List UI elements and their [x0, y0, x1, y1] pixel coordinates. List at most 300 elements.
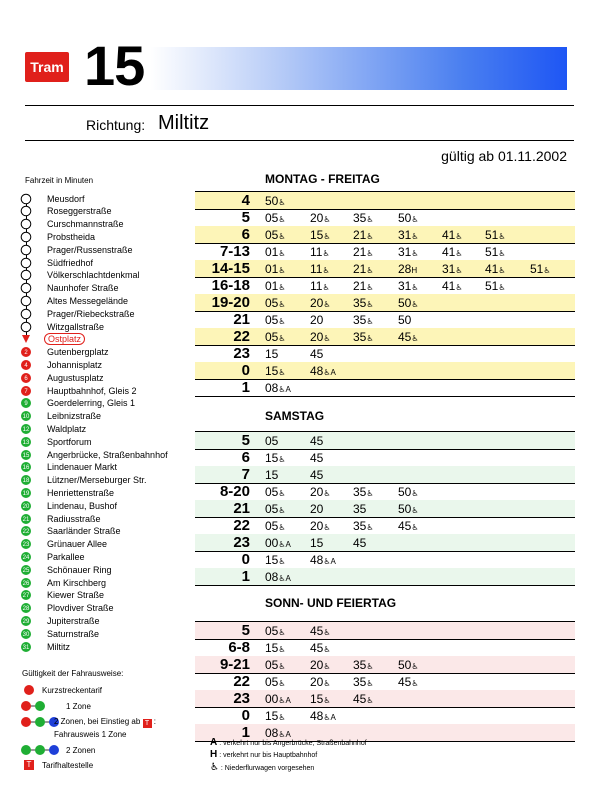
departure-minute: 50	[398, 313, 412, 327]
departure-minute: 05♿	[265, 658, 286, 672]
departure-minute: 35	[353, 502, 367, 516]
green-stop-icon	[20, 449, 32, 461]
departure-suffix: ♿	[323, 628, 331, 637]
stop-item	[20, 538, 108, 551]
departure-minute: 41♿	[442, 228, 463, 242]
departure-suffix: ♿	[411, 232, 419, 241]
departure-suffix: ♿	[278, 266, 286, 275]
red-dot-icon	[24, 685, 34, 695]
departure-suffix: ♿A	[323, 368, 336, 377]
timetable-row	[195, 656, 575, 674]
header-gradient-band	[150, 47, 567, 90]
departure-suffix: ♿	[323, 696, 331, 705]
svg-text:20: 20	[22, 503, 30, 510]
departure-suffix: ♿A	[278, 574, 291, 583]
red-stop-icon	[20, 385, 32, 397]
stop-item	[20, 563, 112, 576]
departure-suffix: ♿A	[278, 696, 291, 705]
departure-suffix: ♿	[278, 679, 286, 688]
departure-minute: 15	[310, 536, 324, 550]
stop-item	[20, 269, 140, 282]
departure-minute: 21♿	[353, 279, 374, 293]
departure-suffix: ♿	[366, 317, 374, 326]
departure-minute: 45	[353, 536, 367, 550]
stop-name: Saturnstraße	[47, 628, 100, 639]
departure-suffix: ♿	[323, 645, 331, 654]
stop-name: Augustusplatz	[47, 372, 104, 383]
departure-minute: 15	[265, 347, 279, 361]
departure-suffix: ♿	[411, 679, 419, 688]
timetable-row	[195, 328, 575, 346]
stop-circle-icon	[20, 269, 32, 281]
legend-zone2-line2: Fahrausweis 1 Zone	[54, 730, 127, 739]
stop-name: Probstheida	[47, 231, 96, 242]
footnote: A : verkehrt nur bis Angerbrücke, Straßenbahnhof	[210, 737, 367, 748]
timetable-row	[195, 483, 575, 501]
departure-minute: 00♿A	[265, 692, 291, 706]
footnote: ♿ : Niederflurwagen vorgesehen	[210, 762, 315, 773]
stop-item	[20, 422, 87, 435]
departure-minute: 05♿	[265, 624, 286, 638]
hour-cell: 5	[241, 622, 250, 639]
hour-cell: 14-15	[211, 260, 250, 277]
hour-cell: 1	[241, 568, 250, 585]
departure-minute: 15♿	[265, 709, 286, 723]
departure-suffix: ♿	[366, 679, 374, 688]
svg-text:18: 18	[22, 478, 30, 485]
timetable-row	[195, 209, 575, 227]
svg-text:24: 24	[22, 555, 30, 562]
green-stop-icon	[20, 602, 32, 614]
timetable-row	[195, 690, 575, 708]
stop-item	[20, 576, 107, 589]
direction-divider	[25, 140, 574, 141]
departure-minute: 28H	[398, 262, 418, 276]
svg-text:10: 10	[22, 414, 30, 421]
hour-cell: 16-18	[211, 277, 250, 294]
departure-suffix: ♿A	[278, 730, 291, 739]
stop-name: Witzgallstraße	[47, 321, 105, 332]
svg-text:4: 4	[24, 363, 28, 370]
departure-suffix: ♿	[411, 249, 419, 258]
departure-minute: 15	[265, 468, 279, 482]
departure-suffix: ♿	[322, 283, 330, 292]
stop-name: Waldplatz	[47, 423, 87, 434]
departure-minute: 05♿	[265, 296, 286, 310]
legend-tarif: Tarifhaltestelle	[42, 761, 94, 770]
stop-item	[20, 614, 100, 627]
departure-minute: 11♿	[310, 279, 330, 293]
direction-value: Miltitz	[158, 112, 210, 134]
departure-minute: 41♿	[485, 262, 506, 276]
hour-cell: 4	[241, 192, 250, 209]
red-stop-icon	[20, 372, 32, 384]
departure-suffix: ♿	[278, 662, 286, 671]
departure-minute: 05	[265, 434, 279, 448]
stop-item	[20, 397, 136, 410]
departure-minute: 45♿	[310, 624, 331, 638]
stop-circle-icon	[20, 218, 32, 230]
green-green-blue-dots-icon	[20, 744, 60, 756]
stop-name: Curschmannstraße	[47, 219, 124, 230]
departure-suffix: ♿	[323, 489, 331, 498]
stop-name: Parkallee	[47, 551, 85, 562]
green-stop-icon	[20, 538, 32, 550]
departure-suffix: ♿	[498, 249, 506, 258]
stop-name: Henriettenstraße	[47, 487, 115, 498]
departure-suffix: ♿	[323, 334, 331, 343]
svg-text:16: 16	[22, 465, 30, 472]
departure-suffix: ♿	[278, 317, 286, 326]
departure-minute: 35♿	[353, 658, 374, 672]
hour-cell: 6-8	[228, 639, 250, 656]
hour-cell: 7-13	[219, 243, 250, 260]
departure-suffix: ♿	[278, 489, 286, 498]
departure-minute: 20♿	[310, 658, 331, 672]
departure-minute: 51♿	[485, 279, 506, 293]
stop-item	[20, 230, 96, 243]
departure-suffix: ♿	[411, 334, 419, 343]
departure-minute: 35♿	[353, 211, 374, 225]
departure-suffix: ♿	[278, 215, 286, 224]
departure-minute: 35♿	[353, 330, 374, 344]
hour-cell: 0	[241, 551, 250, 568]
departure-suffix: ♿	[322, 249, 330, 258]
stop-item	[20, 550, 85, 563]
departure-minute: 21♿	[353, 228, 374, 242]
departure-minute: 20♿	[310, 330, 331, 344]
stop-item	[20, 410, 102, 423]
stop-name: Goerdelerring, Gleis 1	[47, 398, 136, 409]
green-stop-icon	[20, 589, 32, 601]
svg-text:21: 21	[22, 516, 30, 523]
departure-minute: 45♿	[310, 641, 331, 655]
stop-name: Miltitz	[47, 641, 70, 652]
departure-minute: 45	[310, 434, 324, 448]
departure-minute: 00♿A	[265, 536, 291, 550]
hour-cell: 7	[241, 466, 250, 483]
departure-minute: 05♿	[265, 519, 286, 533]
timetable-row	[195, 277, 575, 295]
departure-suffix: ♿	[323, 300, 331, 309]
departure-suffix: ♿	[278, 506, 286, 515]
hour-cell: 23	[233, 345, 250, 362]
departure-suffix: ♿	[411, 662, 419, 671]
departure-suffix: ♿	[411, 300, 419, 309]
departure-minute: 05♿	[265, 502, 286, 516]
stop-item	[20, 346, 109, 359]
stop-name: Hauptbahnhof, Gleis 2	[47, 385, 137, 396]
departure-minute: 51♿	[485, 245, 506, 259]
svg-text:28: 28	[22, 606, 30, 613]
hour-cell: 6	[241, 449, 250, 466]
green-stop-icon	[20, 551, 32, 563]
departure-suffix: H	[411, 266, 418, 275]
departure-minute: 35♿	[353, 485, 374, 499]
stop-circle-icon	[20, 257, 32, 269]
stop-circle-icon	[20, 321, 32, 333]
departure-suffix: ♿	[278, 455, 286, 464]
svg-text:13: 13	[22, 439, 30, 446]
hour-cell: 21	[233, 311, 250, 328]
stop-item	[20, 384, 137, 397]
stop-name: Johannisplatz	[47, 359, 103, 370]
stop-name: Ostplatz	[44, 333, 85, 345]
departure-suffix: ♿	[366, 334, 374, 343]
departure-minute: 15♿	[310, 228, 331, 242]
stop-name: Roseggerstraße	[47, 206, 112, 217]
stop-item	[20, 282, 119, 295]
svg-text:22: 22	[22, 529, 30, 536]
departure-suffix: ♿	[455, 266, 463, 275]
stop-circle-icon	[20, 244, 32, 256]
hour-cell: 23	[233, 534, 250, 551]
departure-minute: 31♿	[398, 279, 419, 293]
line-number: 15	[84, 34, 145, 97]
svg-text:26: 26	[22, 580, 30, 587]
green-stop-icon	[20, 577, 32, 589]
departure-minute: 15♿	[265, 641, 286, 655]
departure-suffix: ♿	[278, 198, 286, 207]
departure-suffix: ♿	[278, 557, 286, 566]
departure-suffix: ♿	[411, 506, 419, 515]
section-title: SONN- UND FEIERTAG	[265, 596, 397, 610]
departure-suffix: ♿	[366, 215, 374, 224]
timetable-row	[195, 226, 575, 244]
timetable-row	[195, 568, 575, 586]
timetable-row	[195, 466, 575, 484]
hour-cell: 21	[233, 500, 250, 517]
hour-cell: 8-20	[219, 483, 250, 500]
stop-name: Prager/Riebeckstraße	[47, 308, 135, 319]
red-stop-icon	[20, 346, 32, 358]
departure-suffix: ♿	[411, 489, 419, 498]
departure-minute: 20♿	[310, 485, 331, 499]
departure-minute: 45♿	[398, 330, 419, 344]
departure-minute: 31♿	[398, 245, 419, 259]
departure-suffix: ♿	[278, 523, 286, 532]
valid-from-date: gültig ab 01.11.2002	[441, 148, 567, 164]
departure-suffix: ♿	[366, 249, 374, 258]
departure-suffix: ♿	[498, 232, 506, 241]
hour-cell: 0	[241, 707, 250, 724]
timetable-row	[195, 551, 575, 569]
departure-minute: 45♿	[398, 675, 419, 689]
departure-minute: 05♿	[265, 313, 286, 327]
departure-minute: 51♿	[485, 228, 506, 242]
timetable-row	[195, 432, 575, 450]
departure-minute: 50♿	[398, 502, 419, 516]
green-stop-icon	[20, 564, 32, 576]
departure-suffix: ♿	[411, 523, 419, 532]
svg-text:15: 15	[22, 452, 30, 459]
departure-suffix: ♿	[366, 266, 374, 275]
stop-item	[20, 435, 92, 448]
stop-name: Grünauer Allee	[47, 539, 108, 550]
departure-minute: 20♿	[310, 675, 331, 689]
departure-minute: 45	[310, 468, 324, 482]
stop-name: Am Kirschberg	[47, 577, 107, 588]
departure-minute: 05♿	[265, 211, 286, 225]
stop-item	[20, 602, 114, 615]
departure-suffix: ♿	[366, 489, 374, 498]
departure-suffix: ♿	[455, 249, 463, 258]
timetable-row	[195, 192, 575, 210]
stop-name: Plovdiver Straße	[47, 603, 114, 614]
departure-minute: 20♿	[310, 519, 331, 533]
green-stop-icon	[20, 628, 32, 640]
svg-text:27: 27	[22, 593, 30, 600]
departure-minute: 50♿	[398, 658, 419, 672]
stop-name: Naunhofer Straße	[47, 283, 119, 294]
stop-item	[20, 333, 82, 346]
stop-item	[20, 486, 115, 499]
stop-circle-icon	[20, 193, 32, 205]
stop-name: Kiewer Straße	[47, 590, 105, 601]
departure-minute: 45♿	[353, 692, 374, 706]
stop-name: Radiusstraße	[47, 513, 101, 524]
departure-minute: 20♿	[310, 296, 331, 310]
stop-item	[20, 525, 121, 538]
timetable-row	[195, 707, 575, 725]
tram-badge: Tram	[25, 52, 69, 82]
stop-circle-icon	[20, 295, 32, 307]
footnote: H : verkehrt nur bis Hauptbahnhof	[210, 749, 318, 760]
tarif-icon: T	[143, 719, 152, 728]
departure-minute: 20	[310, 313, 324, 327]
departure-minute: 08♿A	[265, 726, 291, 740]
timetable-row	[195, 534, 575, 552]
departure-minute: 41♿	[442, 279, 463, 293]
departure-suffix: ♿	[323, 662, 331, 671]
departure-suffix: ♿	[278, 628, 286, 637]
departure-minute: 05♿	[265, 228, 286, 242]
departure-suffix: ♿	[366, 523, 374, 532]
timetable-row	[195, 260, 575, 278]
departure-minute: 08♿A	[265, 381, 291, 395]
departure-suffix: ♿	[278, 283, 286, 292]
departure-minute: 45♿	[398, 519, 419, 533]
section-title: SAMSTAG	[265, 409, 325, 423]
departure-suffix: ♿	[543, 266, 551, 275]
green-stop-icon	[20, 474, 32, 486]
legend-kurzstrecke: Kurzstreckentarif	[42, 686, 103, 695]
hour-cell: 6	[241, 226, 250, 243]
stop-item	[20, 448, 168, 461]
stop-name: Meusdorf	[47, 193, 85, 204]
green-stop-icon	[20, 500, 32, 512]
departure-suffix: ♿	[455, 283, 463, 292]
departure-minute: 31♿	[442, 262, 463, 276]
hour-cell: 23	[233, 690, 250, 707]
stop-item	[20, 589, 105, 602]
departure-minute: 11♿	[310, 245, 330, 259]
stop-item	[20, 205, 112, 218]
green-stop-icon	[20, 397, 32, 409]
departure-suffix: ♿	[322, 266, 330, 275]
stop-name: Angerbrücke, Straßenbahnhof	[47, 449, 168, 460]
stop-name: Gutenbergplatz	[47, 347, 109, 358]
timetable-row	[195, 500, 575, 518]
timetable-row	[195, 639, 575, 657]
svg-text:7: 7	[24, 388, 28, 395]
departure-suffix: ♿	[278, 334, 286, 343]
green-stop-icon	[20, 641, 32, 653]
departure-minute: 51♿	[530, 262, 551, 276]
departure-minute: 48♿A	[310, 553, 336, 567]
stop-name: Altes Messegelände	[47, 295, 129, 306]
departure-minute: 15♿	[310, 692, 331, 706]
green-stop-icon	[20, 615, 32, 627]
stop-circle-icon	[20, 282, 32, 294]
departure-minute: 15♿	[265, 553, 286, 567]
departure-minute: 35♿	[353, 519, 374, 533]
hour-cell: 19-20	[211, 294, 250, 311]
stop-item	[20, 256, 94, 269]
current-stop-arrow-icon	[20, 333, 32, 345]
stop-item	[20, 307, 135, 320]
departure-minute: 21♿	[353, 245, 374, 259]
departure-suffix: ♿A	[278, 540, 291, 549]
departure-suffix: ♿	[278, 249, 286, 258]
stop-item	[20, 512, 101, 525]
tarif-stop-icon: T	[24, 760, 34, 770]
departure-minute: 20♿	[310, 211, 331, 225]
green-stop-icon	[20, 513, 32, 525]
hour-cell: 9-21	[219, 656, 250, 673]
stop-name: Schönauer Ring	[47, 564, 112, 575]
departure-suffix: ♿	[323, 232, 331, 241]
departure-minute: 31♿	[398, 228, 419, 242]
departure-suffix: ♿	[366, 283, 374, 292]
departure-suffix: ♿	[498, 283, 506, 292]
green-stop-icon	[20, 423, 32, 435]
departure-minute: 45	[310, 347, 324, 361]
stop-item	[20, 474, 147, 487]
stop-name: Leibnizstraße	[47, 411, 102, 422]
svg-text:9: 9	[24, 401, 28, 408]
departure-minute: 15♿	[265, 364, 286, 378]
departure-minute: 01♿	[265, 279, 286, 293]
timetable-row	[195, 517, 575, 535]
stop-item	[20, 461, 118, 474]
header-divider	[25, 105, 574, 106]
departure-minute: 35♿	[353, 296, 374, 310]
departure-minute: 05♿	[265, 675, 286, 689]
timetable-row	[195, 294, 575, 312]
departure-minute: 50♿	[265, 194, 286, 208]
departure-suffix: ♿	[366, 232, 374, 241]
departure-suffix: ♿	[278, 232, 286, 241]
hour-cell: 1	[241, 379, 250, 396]
svg-text:19: 19	[22, 491, 30, 498]
departure-suffix: ♿	[323, 679, 331, 688]
stop-item	[20, 218, 124, 231]
hour-cell: 22	[233, 328, 250, 345]
green-stop-icon	[20, 525, 32, 537]
departure-suffix: ♿	[278, 645, 286, 654]
svg-text:23: 23	[22, 542, 30, 549]
departure-minute: 11♿	[310, 262, 330, 276]
hour-cell: 0	[241, 362, 250, 379]
hour-cell: 1	[241, 724, 250, 741]
stop-item	[20, 371, 104, 384]
departure-minute: 41♿	[442, 245, 463, 259]
departure-minute: 48♿A	[310, 709, 336, 723]
departure-minute: 08♿A	[265, 570, 291, 584]
legend-zones2: 2 Zonen	[66, 746, 96, 755]
timetable-row	[195, 243, 575, 261]
